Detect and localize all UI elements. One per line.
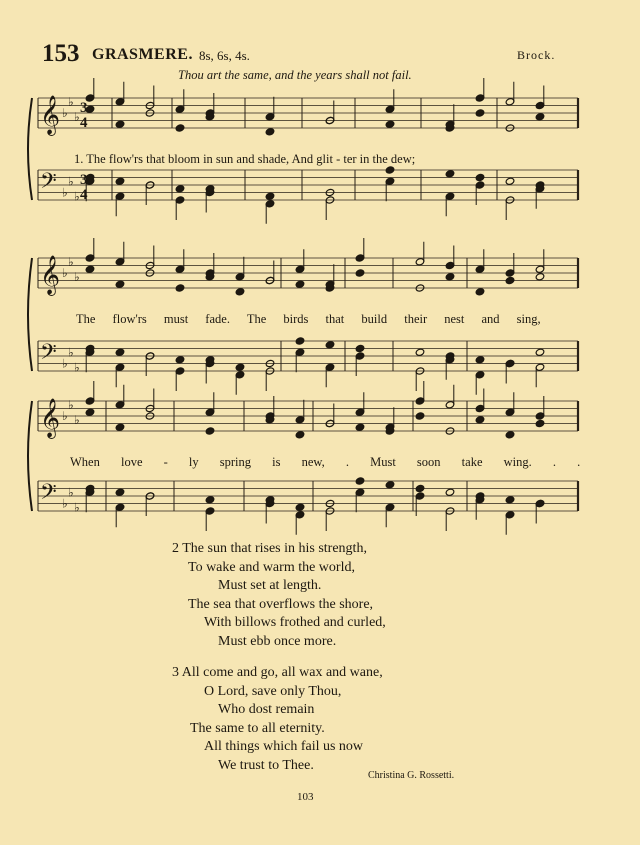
lyrics-line-3: When love - ly spring is new, . Must soon take wing. . . (70, 455, 581, 469)
lyrics-line-2: The flow'rs must fade. The birds that build their nest and sing, (76, 312, 541, 326)
stanza-line: To wake and warm the world, (188, 559, 355, 575)
quarter-note (385, 166, 395, 174)
quarter-note (295, 431, 305, 439)
quarter-note (115, 120, 125, 128)
quarter-note (505, 276, 515, 284)
stanza-3 (172, 664, 383, 776)
stanza-line: Who dost remain (218, 702, 315, 718)
flat-sign: ♭ (74, 412, 80, 427)
flat-sign: ♭ (62, 496, 68, 511)
quarter-note (235, 288, 245, 296)
time-signature-bottom: 4 (80, 187, 88, 203)
flat-sign: ♭ (74, 360, 80, 375)
quarter-note (355, 423, 365, 431)
flat-sign: ♭ (68, 345, 74, 360)
bass-clef: 𝄢 (40, 480, 57, 510)
flat-sign: ♭ (68, 174, 74, 189)
quarter-note (265, 192, 275, 200)
system-brace (28, 258, 32, 371)
tune-name: GRASMERE. (92, 46, 193, 63)
epigraph: Thou art the same, and the years shall not fail. (178, 68, 412, 82)
bass-clef: 𝄢 (40, 169, 57, 199)
quarter-note (505, 431, 515, 439)
quarter-note (535, 113, 545, 121)
time-signature-top: 3 (80, 100, 88, 116)
quarter-note (415, 412, 425, 420)
quarter-note (115, 348, 125, 356)
half-note (505, 177, 515, 185)
quarter-note (115, 280, 125, 288)
quarter-note (355, 269, 365, 277)
flat-sign: ♭ (74, 269, 80, 284)
quarter-note (445, 273, 455, 281)
quarter-note (475, 416, 485, 424)
quarter-note (475, 109, 485, 117)
hymn-number: 153 (42, 40, 80, 67)
quarter-note (265, 128, 275, 136)
quarter-note (205, 496, 215, 504)
flat-sign: ♭ (74, 109, 80, 124)
quarter-note (535, 419, 545, 427)
composer: Brock. (517, 48, 556, 62)
half-note (445, 488, 455, 496)
stanza-line: 2 The sun that rises in his strength, (172, 541, 367, 556)
quarter-note (85, 408, 95, 416)
quarter-note (205, 427, 215, 435)
flat-sign: ♭ (62, 266, 68, 280)
flat-sign: ♭ (62, 356, 68, 371)
author-credit: Christina G. Rossetti. (368, 770, 455, 781)
stanza-line: O Lord, save only Thou, (204, 683, 342, 699)
lyrics-line-1: 1. The flow'rs that bloom in sun and shade, And glit - ter in the dew; (74, 152, 416, 166)
quarter-note (175, 356, 185, 364)
quarter-note (115, 423, 125, 431)
stanza-2 (172, 540, 386, 652)
quarter-note (295, 503, 305, 511)
flat-sign: ♭ (68, 254, 74, 269)
stanza-line: Must ebb once more. (218, 633, 337, 649)
bass-clef: 𝄢 (40, 340, 57, 370)
stanza-line: With billows frothed and curled, (204, 615, 386, 631)
quarter-note (505, 496, 515, 504)
quarter-note (475, 356, 485, 364)
stanza-line: 3 All come and go, all wax and wane, (172, 665, 383, 680)
quarter-note (385, 120, 395, 128)
flat-sign: ♭ (62, 106, 68, 120)
quarter-note (325, 341, 335, 349)
quarter-note (295, 337, 305, 345)
quarter-note (175, 124, 185, 132)
flat-sign: ♭ (62, 409, 68, 423)
half-note (535, 348, 545, 356)
system-brace (28, 401, 32, 511)
quarter-note (115, 488, 125, 496)
system-brace (28, 98, 32, 200)
quarter-note (355, 344, 365, 352)
quarter-note (295, 280, 305, 288)
treble-clef: 𝄞 (40, 255, 61, 295)
quarter-note (475, 288, 485, 296)
quarter-note (385, 481, 395, 489)
flat-sign: ♭ (68, 94, 74, 109)
stanza-line: The same to all eternity. (190, 720, 325, 736)
half-note (535, 273, 545, 281)
time-signature-top: 3 (80, 172, 88, 188)
stanza-line: Must set at length. (218, 578, 322, 594)
half-note (415, 348, 425, 356)
stanza-line: All things which fail us now (204, 739, 364, 755)
flat-sign: ♭ (68, 397, 74, 412)
flat-sign: ♭ (62, 185, 68, 200)
flat-sign: ♭ (74, 189, 80, 204)
quarter-note (415, 484, 425, 492)
stanza-line: The sea that overflows the shore, (188, 596, 374, 612)
treble-clef: 𝄞 (40, 95, 61, 135)
quarter-note (475, 173, 485, 181)
quarter-note (175, 185, 185, 193)
meter: 8s, 6s, 4s. (199, 48, 250, 63)
quarter-note (115, 177, 125, 185)
flat-sign: ♭ (68, 485, 74, 500)
flat-sign: ♭ (74, 500, 80, 515)
page-number: 103 (297, 791, 314, 803)
quarter-note (175, 284, 185, 292)
quarter-note (355, 477, 365, 485)
quarter-note (235, 363, 245, 371)
time-signature-bottom: 4 (80, 115, 88, 131)
quarter-note (445, 170, 455, 178)
treble-clef: 𝄞 (40, 398, 61, 438)
stanza-line: We trust to Thee. (218, 757, 314, 773)
quarter-note (85, 265, 95, 273)
